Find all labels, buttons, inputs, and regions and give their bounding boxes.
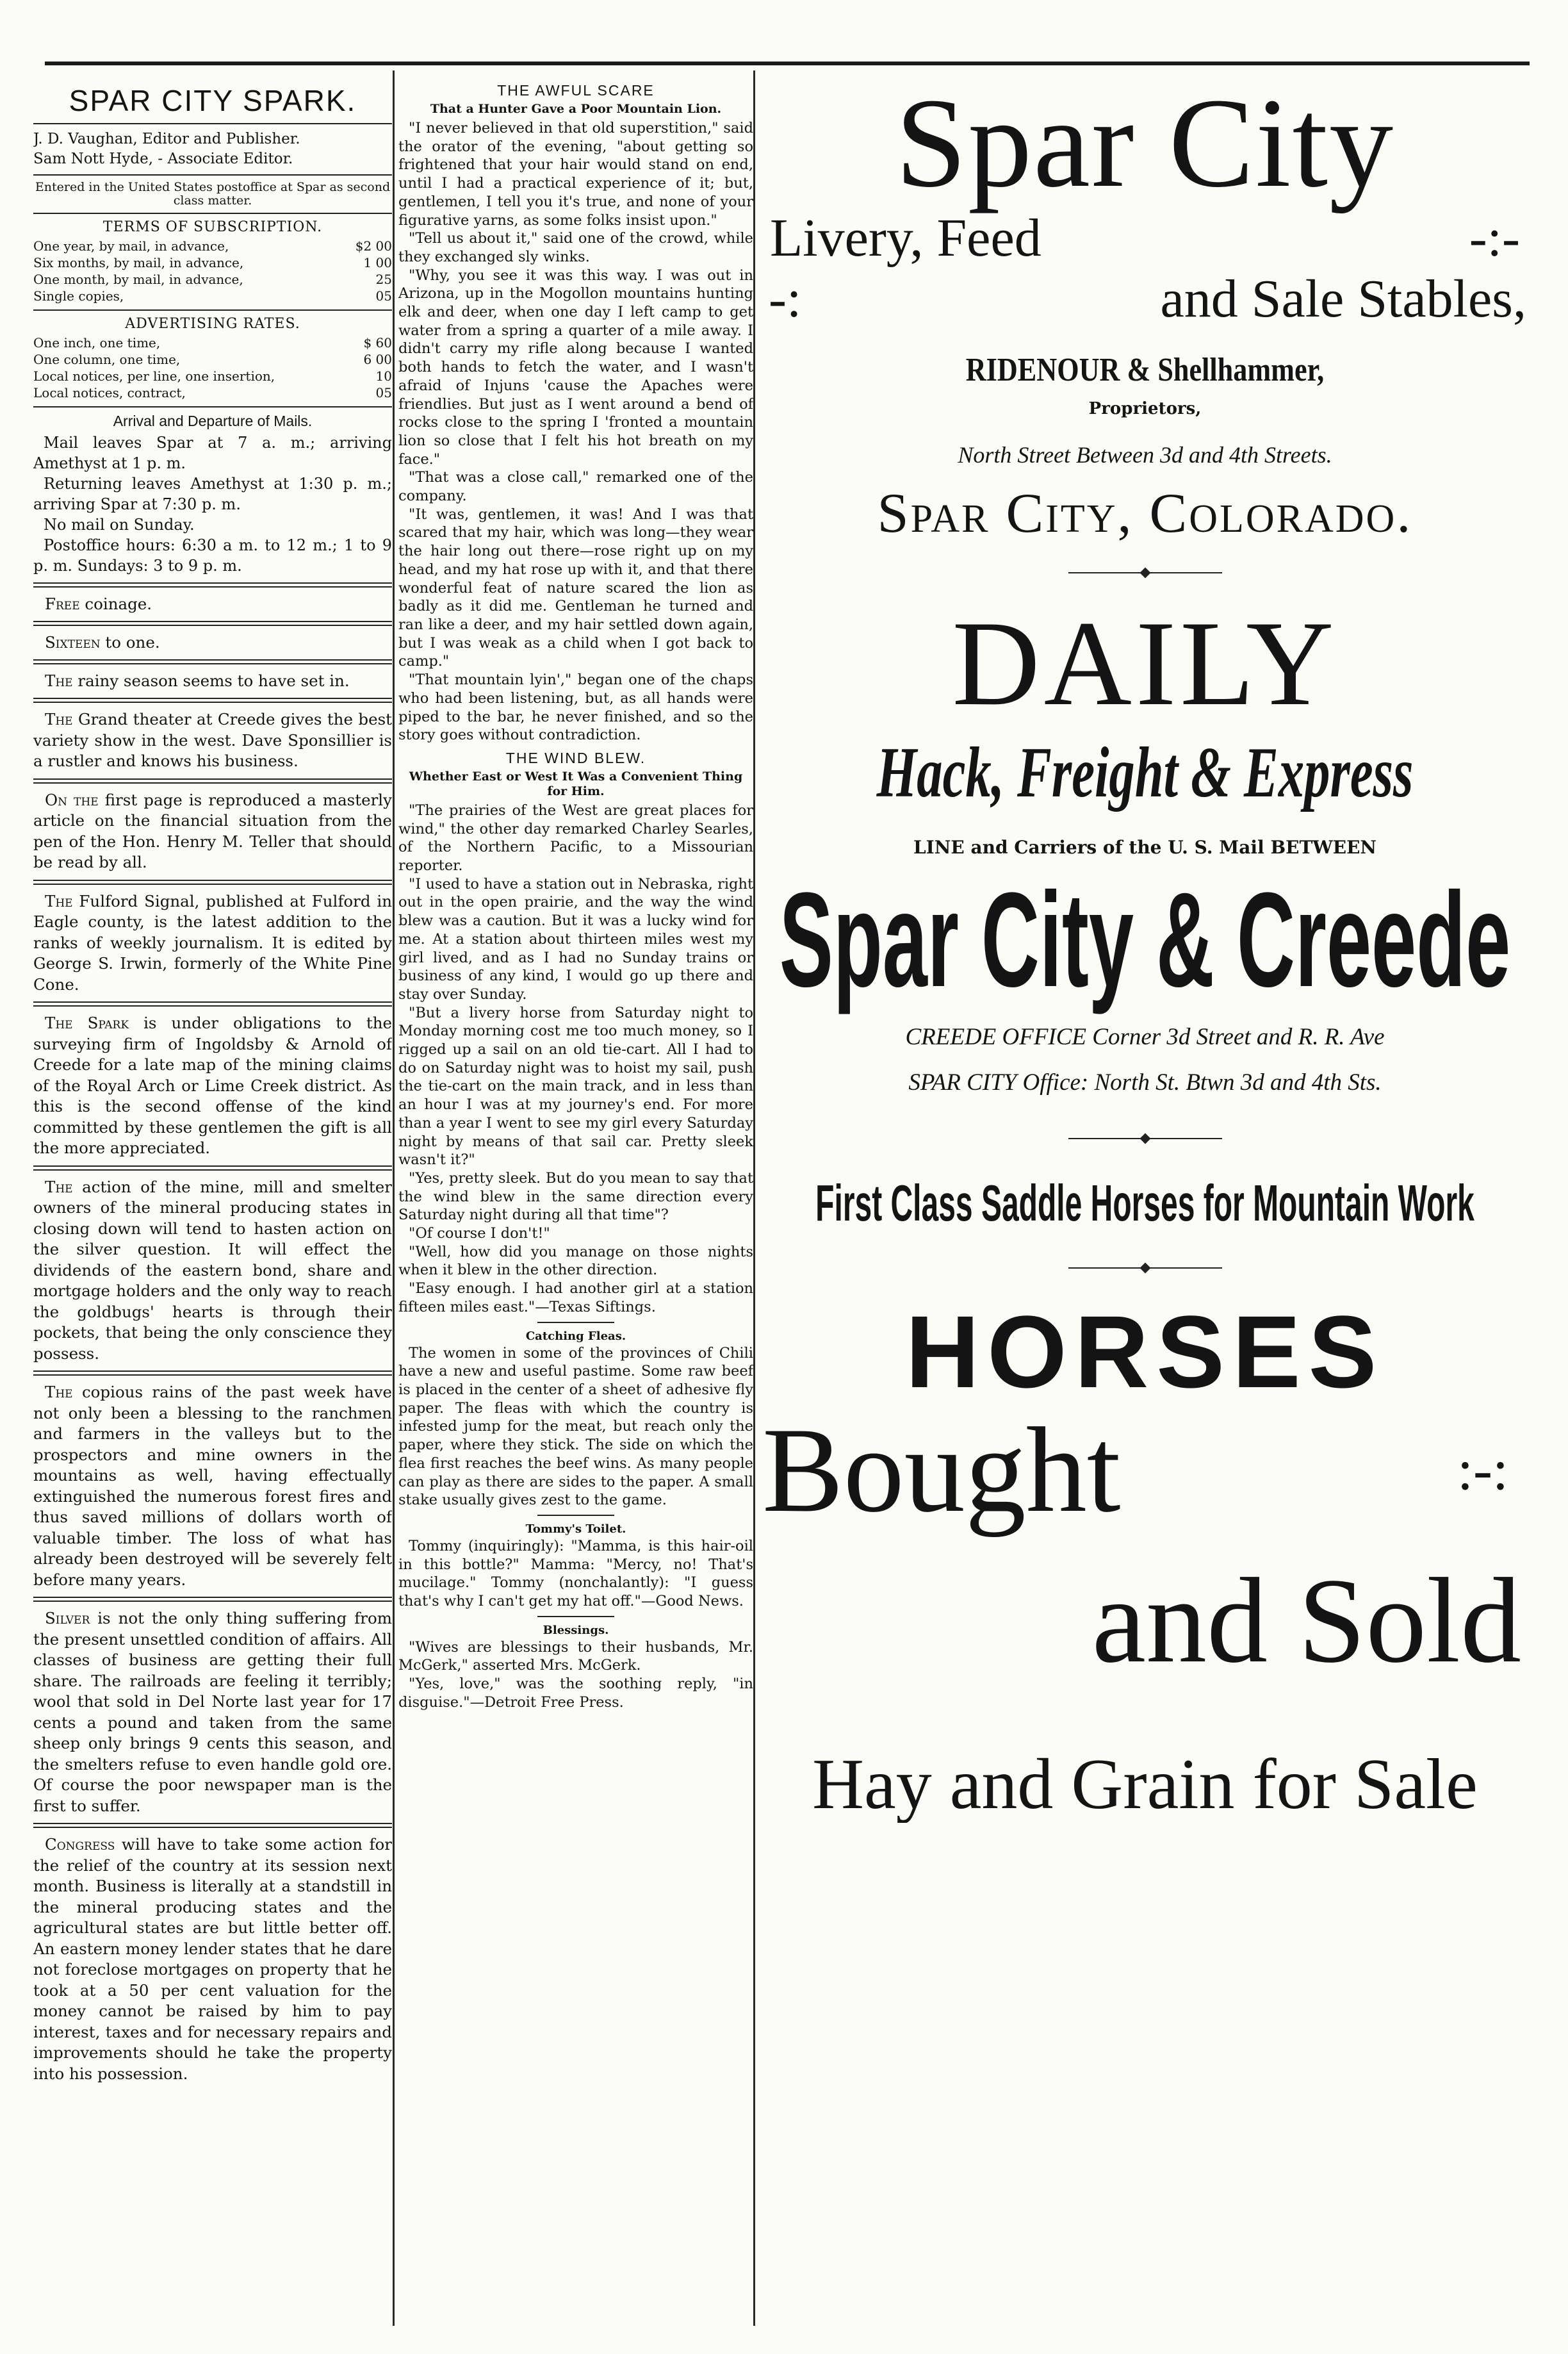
terms-table	[33, 238, 392, 304]
rate-row: One year, by mail, in advance, $2 00	[33, 238, 392, 254]
diamond-ornament-icon	[1068, 1135, 1222, 1142]
ad-proprietors: Proprietors,	[1088, 399, 1202, 418]
story-paragraph: "I never believed in that old superstition," said the orator of the evening, "about getting so frightened that your hair would stand on end, until I had a practical experience of it; but, gentlemen, I tell you it's true, and none of your figurative yarns, as some folks insist upon."	[398, 120, 753, 229]
mails-text: No mail on Sunday.	[44, 516, 195, 534]
paper-name: SPAR CITY SPARK.	[69, 84, 357, 117]
editorial-item: The action of the mine, mill and smelter owners of the mineral producing states in closing down will tend to hasten action on the silver question. It will effect the dividends of the eastern bond, share and mortgage holders and the only way to reach the goldbugs' hearts is through their pockets, that being the only conscience they possess.	[33, 1177, 392, 1363]
ad-bought-mark: :-:	[1457, 1438, 1508, 1502]
assoc-editor-line: Sam Nott Hyde, - Associate Editor.	[33, 151, 293, 167]
story-title: THE WIND BLEW.	[505, 749, 646, 766]
divider	[33, 174, 392, 176]
ad-line-carriers: LINE and Carriers of the U. S. Mail BETWEEN	[913, 837, 1377, 858]
story-paragraph: "Of course I don't!"	[409, 1225, 550, 1242]
ad-spar-office: SPAR CITY Office: North St. Btwn 3d and 4th Sts.	[908, 1069, 1382, 1096]
ad-owners: RIDENOUR & Shellhammer,	[965, 352, 1325, 388]
ad-sale: and Sale Stables,	[1160, 269, 1526, 329]
divider	[537, 1322, 614, 1323]
editorial-item: The Fulford Signal, published at Fulford in Eagle county, is the latest addition to the ranks of weekly journalism. It is edited by George S. Irwin, formerly of the White Pine Cone.	[33, 891, 392, 994]
rate-row: One month, by mail, in advance, 25	[33, 272, 392, 287]
rate-row: Local notices, contract, 05	[33, 385, 392, 400]
ad-horses: HORSES	[905, 1294, 1385, 1409]
double-rule	[33, 880, 392, 885]
ad-address: North Street Between 3d and 4th Streets.	[958, 442, 1332, 468]
editorial-item: Congress will have to take some action for the relief of the country at its session next month. Business is literally at a standstill in the mineral producing states and the agricultural states are but little better off. An eastern money lender states that he dare not foreclose mortgages on property that he took at a 50 per cent valuation for the money cannot be raised by him to pay interest, taxes and for necessary repairs and improvements should he take the property into his possession.	[33, 1835, 392, 2083]
story-paragraph: "It was, gentlemen, it was! And I was that scared that my hair, which was long—they wear the hair long out there—rose right up on my head, and my hat rose up with it, and that there wonderful feat of nature scared the lion as badly as it did me. Gentleman he turned and ran like a deer, and my hair settled down again, but I was weak as a child when I got back to camp."	[398, 506, 753, 670]
mails-text: Returning leaves Amethyst at 1:30 p. m.; arriving Spar at 7:30 p. m.	[33, 475, 392, 513]
story-paragraph: "That was a close call," remarked one of the company.	[398, 469, 753, 505]
terms-title: TERMS OF SUBSCRIPTION.	[102, 219, 323, 235]
column-stories	[398, 77, 753, 1712]
editor-line: J. D. Vaughan, Editor and Publisher.	[33, 131, 300, 147]
advertising-table	[33, 334, 392, 401]
editorial-item: Free coinage.	[45, 595, 152, 613]
mails-text: Postoffice hours: 6:30 a m. to 12 m.; 1 to 9 p. m. Sundays: 3 to 9 p. m.	[33, 536, 392, 575]
double-rule	[33, 1165, 392, 1171]
story-paragraph: "Easy enough. I had another girl at a station fifteen miles east."—Texas Siftings.	[398, 1280, 753, 1315]
ad-livery-line	[756, 208, 1534, 268]
rate-row: Local notices, per line, one insertion, 10	[33, 368, 392, 384]
column-rule-left	[393, 70, 395, 2326]
double-rule	[33, 1001, 392, 1007]
divider	[33, 123, 392, 124]
double-rule	[33, 778, 392, 784]
double-rule	[33, 621, 392, 626]
mails-title: Arrival and Departure of Mails.	[113, 413, 313, 429]
divider	[33, 406, 392, 407]
story-paragraph: "Well, how did you manage on those nights when it blew in the other direction.	[398, 1243, 753, 1279]
mails-text: Mail leaves Spar at 7 a. m.; arriving Amethyst at 1 p. m.	[33, 434, 392, 472]
story-paragraph: "Tell us about it," said one of the crowd, while they exchanged sly winks.	[398, 230, 753, 265]
entered-notice: Entered in the United States postoffice at Spar as second class matter.	[35, 180, 391, 208]
story-paragraph: "Yes, pretty sleek. But do you mean to say that the wind blew in the same direction every Saturday night during all that time"?	[398, 1169, 753, 1224]
editorial-item: The rainy season seems to have set in.	[45, 671, 350, 690]
story-subtitle: That a Hunter Gave a Poor Mountain Lion.	[430, 102, 722, 116]
story-title: Tommy's Toilet.	[525, 1522, 626, 1536]
story-paragraph: "I used to have a station out in Nebraska, right out in the open prairie, and the way the wind blew was a caution. But it was a lucky wind for me. At a station about thirteen miles west my girl lived, and as I had no Sunday trains or business of any kind, I would go up there and stay over Sunday.	[398, 875, 753, 1003]
column-rule-right	[753, 70, 755, 2326]
ad-bought-line	[756, 1403, 1534, 1538]
story-paragraph: "Yes, love," was the soothing reply, "in disguise."—Detroit Free Press.	[398, 1675, 753, 1711]
livery-advertisement	[756, 77, 1534, 1823]
rate-row: One column, one time, 6 00	[33, 352, 392, 367]
story-paragraph: "Wives are blessings to their husbands, Mr. McGerk," asserted Mrs. McGerk.	[398, 1638, 753, 1674]
ad-spar-city-colorado: Spar City, Colorado.	[877, 482, 1413, 545]
double-rule	[33, 659, 392, 664]
double-rule	[33, 698, 392, 703]
rate-row: One inch, one time, $ 60	[33, 335, 392, 350]
story-title: Blessings.	[543, 1623, 609, 1637]
editorial-item: Sixteen to one.	[45, 633, 160, 652]
advertising-title: ADVERTISING RATES.	[125, 316, 300, 332]
story-paragraph: "But a livery horse from Saturday night to Monday morning cost me too much money, so I rigged up a sail on an old tie-cart. All I had to do on Saturday night was to hoist my sail, push the tie-cart on the main track, and in less than an hour I was at my journey's end. For more than a year I went to see my girl every Saturday night by means of that sail car. Pretty sleek wasn't it?"	[398, 1004, 753, 1169]
story-paragraph: "Why, you see it was this way. I was out in Arizona, up in the Mogollon mountains hunting elk and deer, when one day I left camp to get water from a spring a quarter of a mile away. I didn't carry my rifle along because I wanted both hands to fetch the water, and I wasn't afraid of Injuns 'cause the Apaches were friendlies. But just as I went around a bend of rocks close to the spring I 'fronted a mountain lion so close that I felt his hot breath on my face."	[398, 267, 753, 468]
divider	[537, 1515, 614, 1516]
divider	[33, 309, 392, 311]
ad-spar-city-creede: Spar City & Creede	[779, 864, 1511, 1015]
ad-daily: DAILY	[952, 597, 1338, 731]
ad-spar-city: Spar City	[895, 77, 1395, 214]
story-paragraph: Tommy (inquiringly): "Mamma, is this hair-oil in this bottle?" Mamma: "Mercy, no! That's mucilage." Tommy (nonchalantly): "I guess that's why I can't get my hat off."—Good News.	[398, 1537, 753, 1610]
ad-sale-mark: -:	[769, 269, 802, 329]
divider	[33, 213, 392, 214]
double-rule	[33, 1370, 392, 1376]
double-rule	[33, 582, 392, 588]
story-paragraph: The women in some of the provinces of Chili have a new and useful pastime. Some raw beef is placed in the center of a sheet of adhesive fly paper. The fleas with which the country is infested jump for the meat, but reach only the paper, where they stick. The side on which the flea first reaches the beef wins. As many people can play as there are sides to the paper. A small stake usually gives zest to the game.	[398, 1344, 753, 1509]
editorial-item: Silver is not the only thing suffering from the present unsettled condition of affairs. All classes of business are getting their full share. The railroads are feeling it terribly; wool that sold in Del Norte last year for 17 cents a pound and taken from the same sheep only brings 9 cents this season, and the smelters refuse to even handle gold ore. Of course the poor newspaper man is the first to suffer.	[33, 1609, 392, 1815]
story-paragraph: "That mountain lyin'," began one of the chaps who had been listening, but, as all hands were piped to the bar, he never finished, and so the story goes without contradiction.	[398, 671, 753, 744]
diamond-ornament-icon	[1068, 569, 1222, 577]
rate-row: Single copies, 05	[33, 288, 392, 304]
diamond-ornament-icon	[1068, 1264, 1222, 1272]
ad-livery: Livery, Feed	[770, 208, 1041, 268]
ad-and-sold: and Sold	[1091, 1554, 1521, 1688]
divider	[537, 1616, 614, 1617]
story-title: Catching Fleas.	[525, 1329, 626, 1343]
ad-hack-freight-express: Hack, Freight & Express	[876, 733, 1414, 812]
story-subtitle: Whether East or West It Was a Convenient Thing for Him.	[409, 769, 743, 798]
double-rule	[33, 1597, 392, 1602]
editorial-item: On the first page is reproduced a masterly article on the financial situation from the pen of the Hon. Henry M. Teller that should be read by all.	[33, 790, 392, 871]
ad-bought: Bought	[762, 1403, 1121, 1538]
editorial-item: The Spark is under obligations to the surveying firm of Ingoldsby & Arnold of Creede for a late map of the mining claims of the Royal Arch or Lime Creek district. As this is the second offense of the kind committed by these gentlemen the gift is all the more appreciated.	[33, 1014, 392, 1157]
editorial-item: The Grand theater at Creede gives the best variety show in the west. Dave Sponsillier is a rustler and knows his business.	[33, 710, 392, 770]
column-editorial	[33, 77, 392, 2084]
ad-hay-grain: Hay and Grain for Sale	[812, 1745, 1478, 1823]
top-rule	[45, 62, 1530, 65]
story-paragraph: "The prairies of the West are great places for wind," the other day remarked Charley Searles, of the Northern Pacific, to a Missourian reporter.	[398, 802, 753, 875]
story-title: THE AWFUL SCARE	[497, 82, 655, 99]
rate-row: Six months, by mail, in advance, 1 00	[33, 255, 392, 270]
ad-saddle-horses: First Class Saddle Horses for Mountain Work	[815, 1174, 1474, 1231]
ad-livery-mark: -:-	[1469, 208, 1520, 268]
editorial-item: The copious rains of the past week have not only been a blessing to the ranchmen and farmers in the valleys but to the prospectors and mine owners in the mountains as well, having effectually extinguished the numerous forest fires and thus saved millions of dollars worth of valuable timber. The loss of what has already been destroyed will be severely felt before many years.	[33, 1383, 392, 1589]
ad-sale-line	[756, 268, 1534, 329]
double-rule	[33, 1823, 392, 1828]
ad-creede-office: CREEDE OFFICE Corner 3d Street and R. R. Ave	[905, 1024, 1385, 1050]
